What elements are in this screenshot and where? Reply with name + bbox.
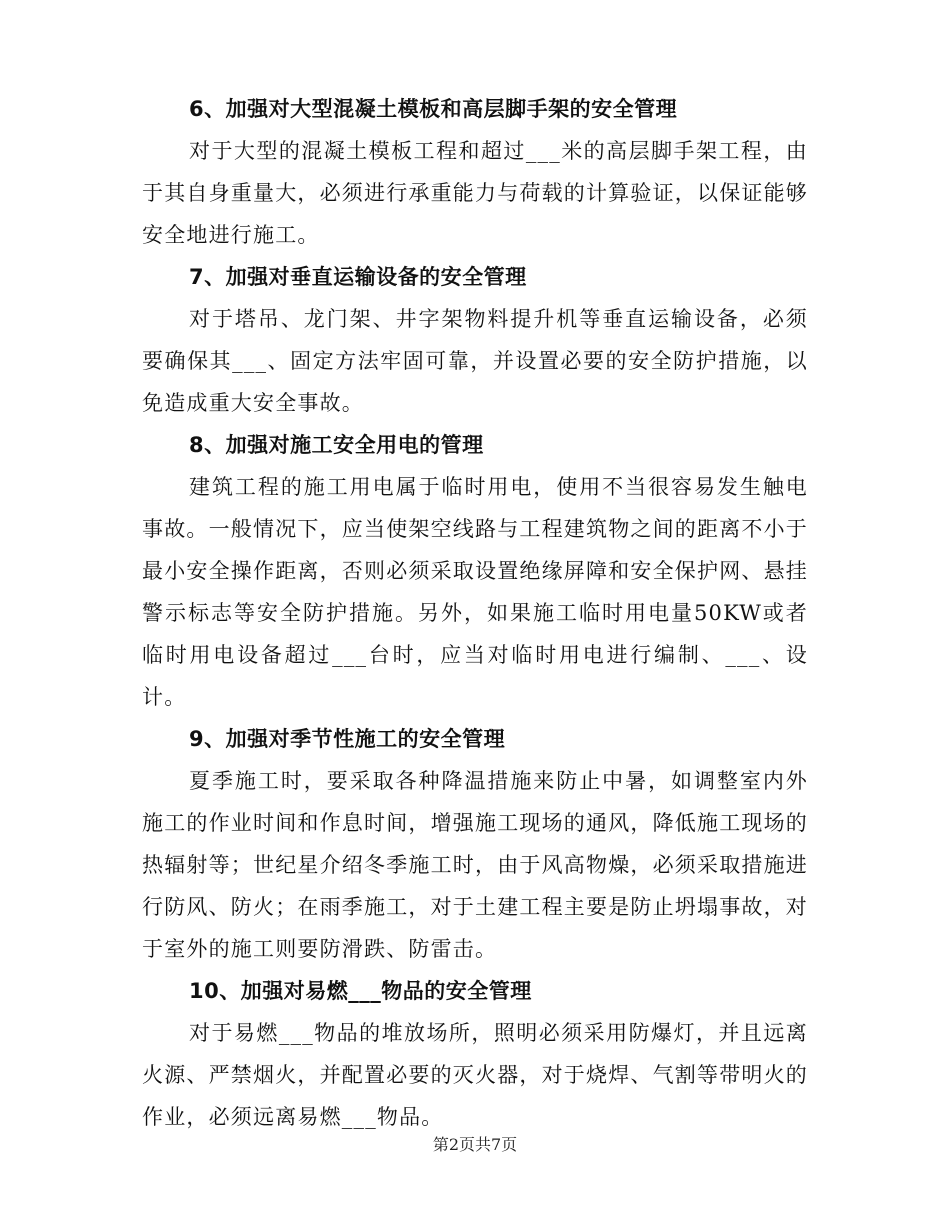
section-8 (142, 424, 808, 718)
section-10 (142, 970, 808, 1138)
section-body: 对于大型的混凝土模板工程和超过___米的高层脚手架工程，由于其自身重量大，必须进行承重能力与荷载的计算验证，以保证能够安全地进行施工。 (142, 139, 808, 247)
section-heading: 8、加强对施工安全用电的管理 (189, 433, 484, 457)
section-heading: 7、加强对垂直运输设备的安全管理 (189, 265, 527, 289)
section-body: 对于易燃___物品的堆放场所，照明必须采用防爆灯，并且远离火源、严禁烟火，并配置必要的灭火器，对于烧焊、气割等带明火的作业，必须远离易燃___物品。 (142, 1021, 808, 1129)
section-heading: 9、加强对季节性施工的安全管理 (189, 727, 506, 751)
section-9 (142, 718, 808, 970)
section-7 (142, 256, 808, 424)
section-6 (142, 88, 808, 256)
section-body: 建筑工程的施工用电属于临时用电，使用不当很容易发生触电事故。一般情况下，应当使架空线路与工程建筑物之间的距离不小于最小安全操作距离，否则必须采取设置绝缘屏障和安全保护网、悬挂警示标志等安全防护措施。另外，如果施工临时用电量50KW或者临时用电设备超过___台时，应当对临时用电进行编制、___、设计。 (142, 475, 808, 709)
section-heading: 6、加强对大型混凝土模板和高层脚手架的安全管理 (189, 97, 678, 121)
page-number-footer: 第2页共7页 (432, 1135, 518, 1154)
section-body: 对于塔吊、龙门架、井字架物料提升机等垂直运输设备，必须要确保其___、固定方法牢固可靠，并设置必要的安全防护措施，以免造成重大安全事故。 (142, 307, 808, 415)
page-content (142, 88, 808, 1138)
section-body: 夏季施工时，要采取各种降温措施来防止中暑，如调整室内外施工的作业时间和作息时间，增强施工现场的通风，降低施工现场的热辐射等；世纪星介绍冬季施工时，由于风高物燥，必须采取措施进行防风、防火；在雨季施工，对于土建工程主要是防止坍塌事故，对于室外的施工则要防滑跌、防雷击。 (142, 769, 808, 961)
section-heading: 10、加强对易燃___物品的安全管理 (189, 979, 532, 1003)
